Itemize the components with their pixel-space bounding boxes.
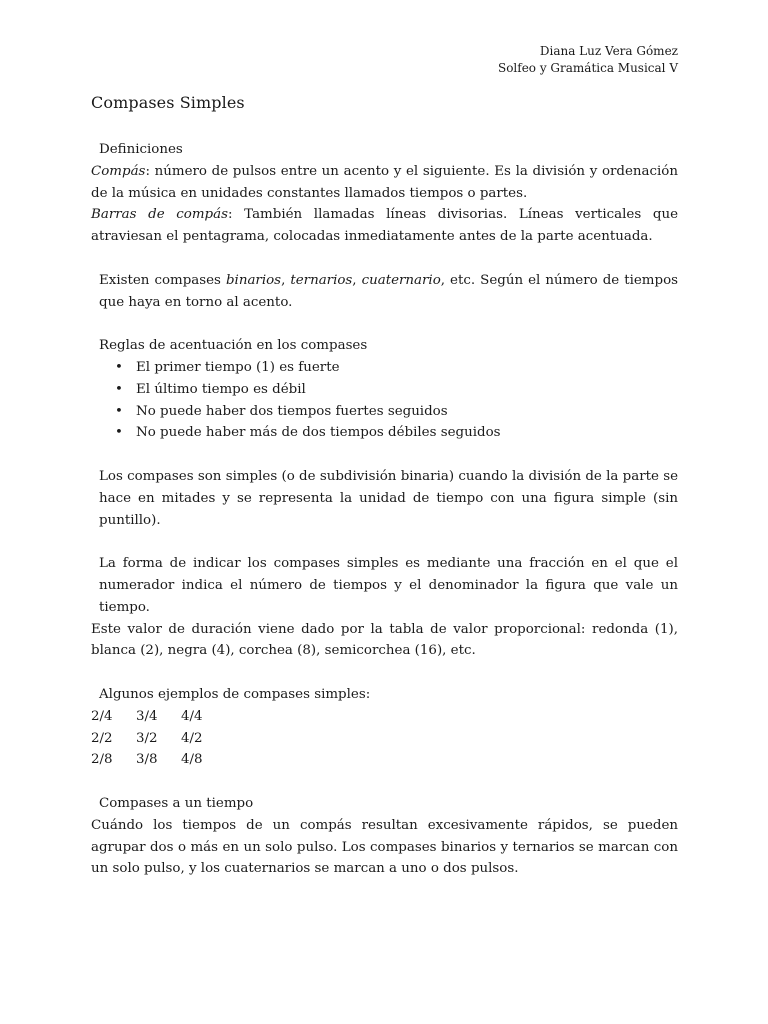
document-body (91, 139, 678, 880)
header-course: Solfeo y Gramática Musical V (497, 61, 678, 75)
rules-heading: Reglas de acentuación en los compases (99, 338, 368, 354)
types-sep2: , (352, 272, 362, 288)
compas-text: : número de pulsos entre un acento y el siguiente. Es la división y ordenación de la música en unidades constantes llamados tiempos o partes. (91, 163, 678, 201)
page-header (498, 43, 678, 77)
list-item (91, 379, 678, 401)
definition-barras (91, 204, 678, 248)
types-sep1: , (281, 272, 291, 288)
list-item (91, 357, 678, 379)
examples-table (91, 706, 226, 771)
barras-term: Barras de compás (91, 207, 228, 223)
types-paragraph (91, 270, 678, 314)
document-page (91, 0, 678, 1024)
bullet-icon: • (115, 381, 123, 397)
table-cell: 3/8 (136, 752, 158, 768)
table-row (91, 749, 226, 771)
term-cuaternario: cuaternario (361, 272, 441, 288)
term-ternarios: ternarios (290, 272, 353, 288)
one-beat-paragraph: Cuándo los tiempos de un compás resultan excesivamente rápidos, se pueden agrupar dos o más en un solo pulso. Los compases binarios y ternarios se marcan con un solo pulso, y los cuaternarios se marcan a uno o dos pulsos. (91, 817, 678, 877)
rule-text: No puede haber dos tiempos fuertes seguidos (136, 403, 448, 419)
bullet-icon: • (115, 403, 123, 419)
table-row (91, 728, 226, 750)
table-cell: 2/2 (91, 730, 113, 746)
definition-compas (91, 161, 678, 205)
bullet-icon: • (115, 425, 123, 441)
table-cell: 4/8 (181, 752, 203, 768)
rule-text: El último tiempo es débil (136, 381, 306, 397)
simple-paragraph: Los compases son simples (o de subdivisión binaria) cuando la división de la parte se hace en mitades y se representa la unidad de tiempo con una figura simple (sin puntillo). (99, 468, 678, 528)
definitions-heading: Definiciones (99, 142, 183, 157)
document-title: Compases Simples (91, 93, 245, 112)
table-row (91, 706, 226, 728)
barras-text: : También llamadas líneas divisorias. Líneas verticales que atraviesan el pentagrama, colocadas inmediatamente antes de la parte acentuada. (91, 207, 678, 245)
header-author: Diana Luz Vera Gómez (539, 44, 678, 58)
table-cell: 3/4 (136, 708, 158, 724)
bullet-icon: • (115, 359, 123, 375)
term-binarios: binarios (225, 272, 282, 288)
types-tail: , etc. Según el número de tiempos que haya en torno al acento. (99, 272, 679, 310)
table-cell: 4/4 (181, 708, 203, 724)
list-item (91, 401, 678, 423)
table-cell: 4/2 (181, 730, 203, 746)
table-cell: 2/4 (91, 708, 113, 724)
one-beat-heading: Compases a un tiempo (99, 795, 254, 811)
compas-term: Compás (91, 163, 146, 179)
examples-heading: Algunos ejemplos de compases simples: (99, 686, 371, 702)
list-item (91, 422, 678, 444)
indication-paragraph: La forma de indicar los compases simples es mediante una fracción en el que el numerador indica el número de tiempos y el denominador la figura que vale un tiempo. (99, 556, 678, 615)
rules-list (91, 357, 678, 444)
proportional-values-paragraph: Este valor de duración viene dado por la tabla de valor proporcional: redonda (1), blanca (2), negra (4), corchea (8), semicorchea (16), etc. (91, 621, 678, 659)
table-cell: 2/8 (91, 752, 113, 768)
table-cell: 3/2 (136, 730, 158, 746)
rule-text: No puede haber más de dos tiempos débiles seguidos (136, 425, 501, 441)
types-lead: Existen compases (99, 272, 226, 288)
rule-text: El primer tiempo (1) es fuerte (136, 359, 340, 375)
